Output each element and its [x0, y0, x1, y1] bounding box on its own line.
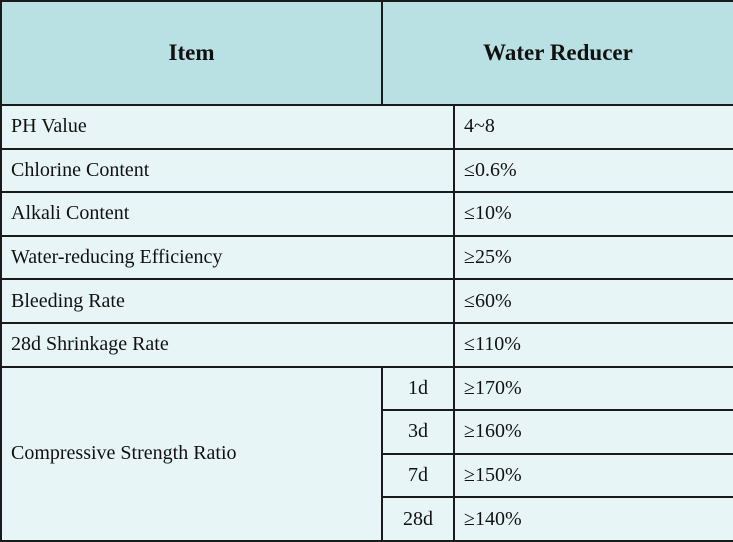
row-label: PH Value	[1, 105, 454, 149]
row-value: ≤0.6%	[454, 149, 733, 193]
row-label: Chlorine Content	[1, 149, 454, 193]
row-label: Water-reducing Efficiency	[1, 236, 454, 280]
header-row	[1, 1, 733, 105]
header-product: Water Reducer	[382, 1, 733, 105]
row-value: ≥25%	[454, 236, 733, 280]
age-cell: 28d	[382, 497, 454, 541]
table-row	[1, 236, 733, 280]
table-row	[1, 323, 733, 367]
row-label: Alkali Content	[1, 192, 454, 236]
row-value: ≤60%	[454, 279, 733, 323]
age-cell: 1d	[382, 367, 454, 411]
age-cell: 3d	[382, 410, 454, 454]
table-row	[1, 367, 733, 411]
row-label: 28d Shrinkage Rate	[1, 323, 454, 367]
row-value: ≥160%	[454, 410, 733, 454]
row-value: ≤10%	[454, 192, 733, 236]
compressive-label: Compressive Strength Ratio	[1, 367, 382, 541]
age-cell: 7d	[382, 454, 454, 498]
row-value: 4~8	[454, 105, 733, 149]
row-label: Bleeding Rate	[1, 279, 454, 323]
row-value: ≤110%	[454, 323, 733, 367]
row-value: ≥140%	[454, 497, 733, 541]
table-row	[1, 192, 733, 236]
header-item: Item	[1, 1, 382, 105]
row-value: ≥170%	[454, 367, 733, 411]
row-value: ≥150%	[454, 454, 733, 498]
table-row	[1, 279, 733, 323]
table-row	[1, 105, 733, 149]
table-row	[1, 149, 733, 193]
